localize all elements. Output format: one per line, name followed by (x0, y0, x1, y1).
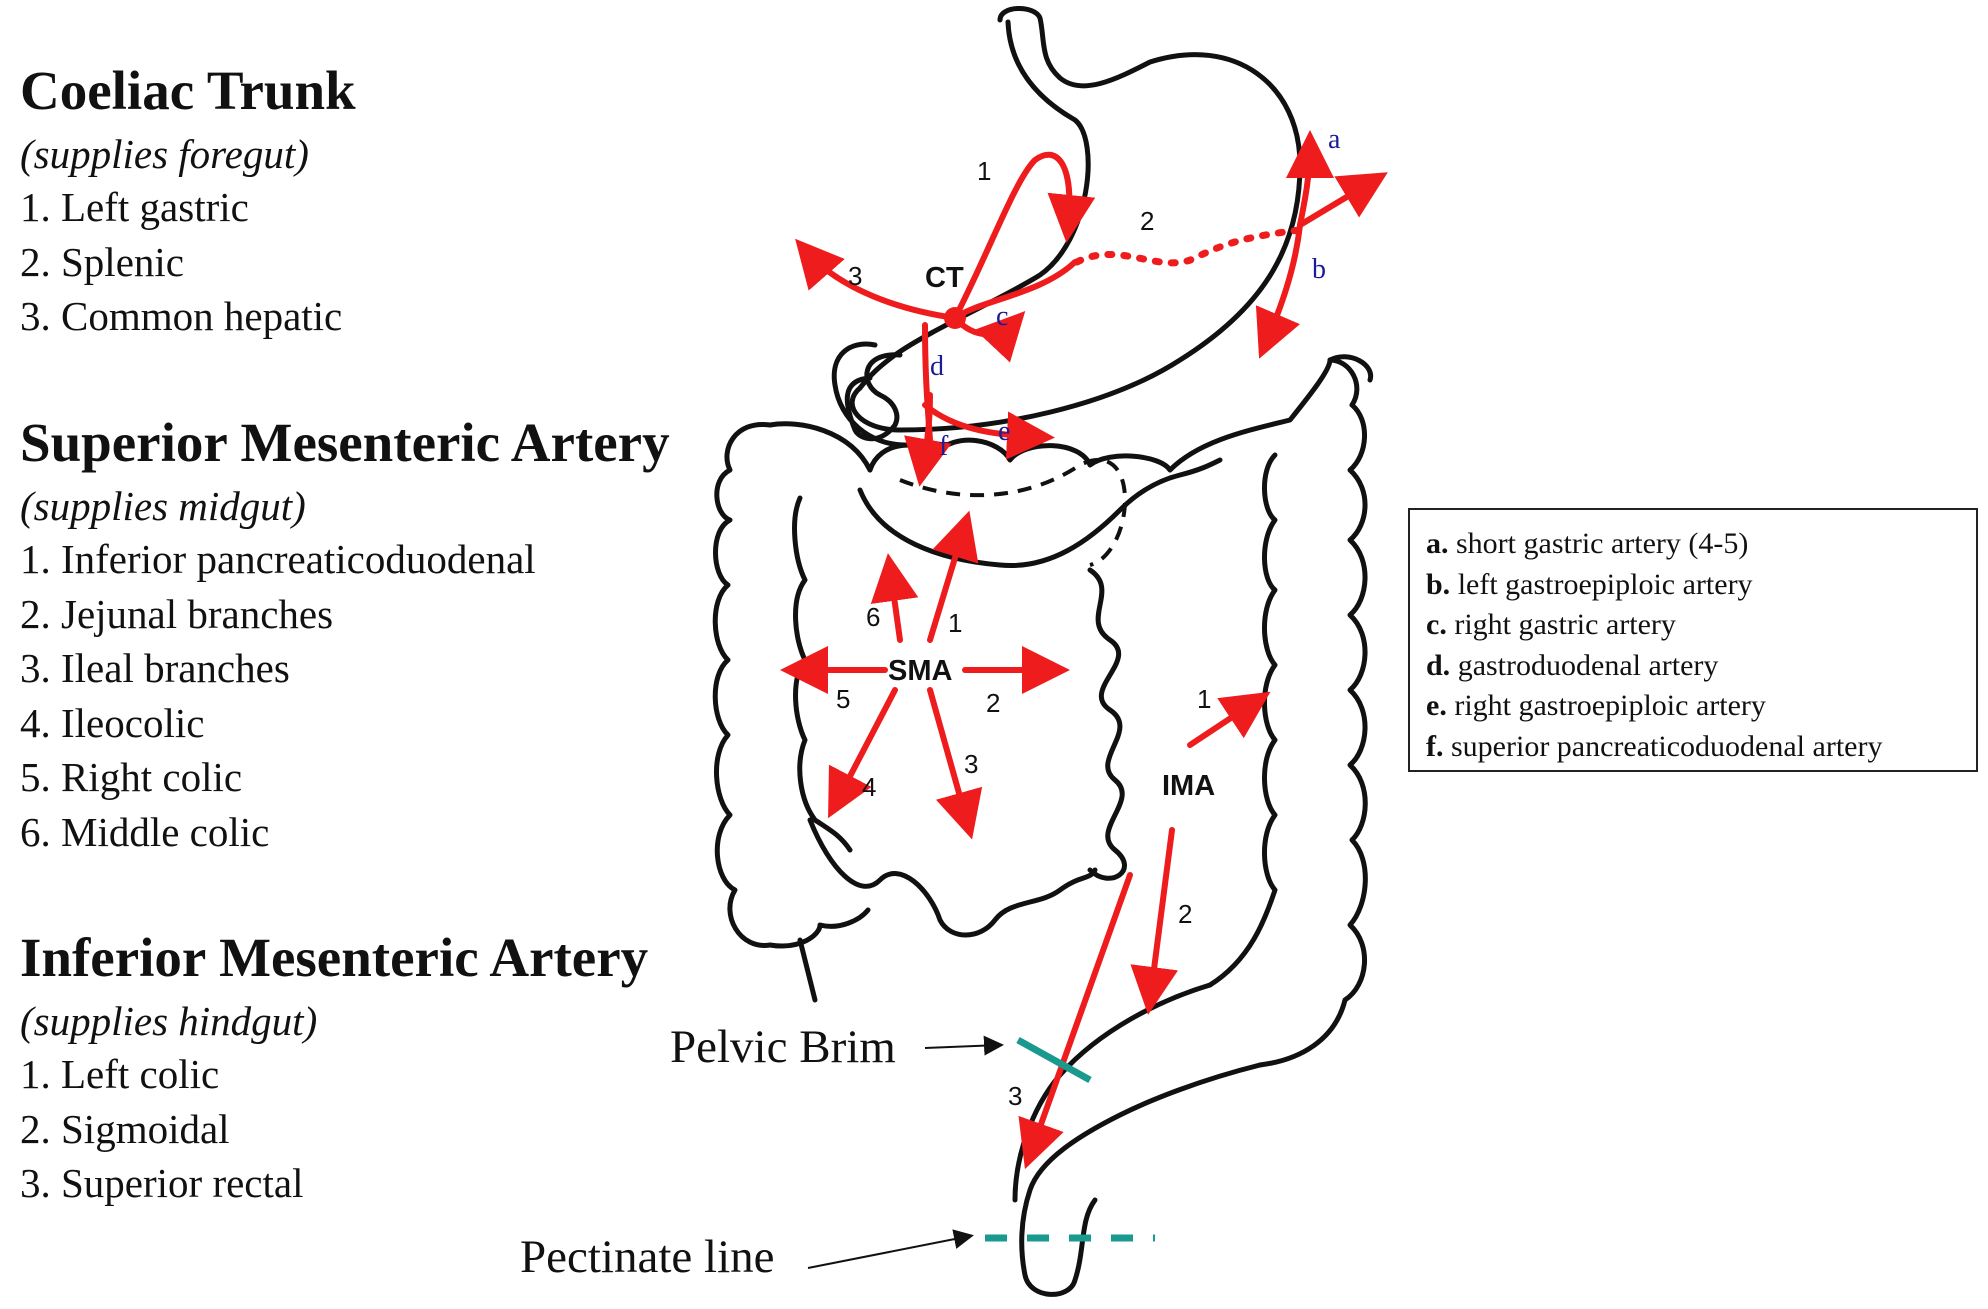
ct-number-1: 1 (977, 156, 992, 186)
letter-c: c (996, 301, 1009, 332)
descending-colon-inner (1210, 455, 1275, 985)
pancreas-dashed-outline (900, 460, 1125, 565)
ct-number-3: 3 (848, 261, 863, 291)
legend-text: right gastric artery (1454, 608, 1676, 641)
sma-number-1: 1 (948, 608, 963, 638)
pectinate-line-pointer (808, 1236, 970, 1268)
list-item: 2. Jejunal branches (20, 590, 334, 637)
sma-middle-colic-artery (890, 568, 900, 640)
legend-key: c. (1426, 608, 1447, 641)
sma-title: Superior Mesenteric Artery (20, 412, 670, 473)
list-item: 2. Splenic (20, 238, 184, 285)
list-item: 1. Left gastric (20, 184, 249, 230)
legend-key: e. (1426, 689, 1447, 722)
list-item: 6. Middle colic (20, 808, 270, 855)
letter-e: e (998, 416, 1011, 447)
pectinate-line-label: Pectinate line (520, 1231, 775, 1283)
legend-key: d. (1426, 648, 1451, 682)
legend-text: superior pancreaticoduodenal artery (1451, 729, 1883, 763)
coeliac-trunk-subtitle: (supplies foregut) (20, 131, 309, 177)
ima-sigmoidal-artery (1150, 830, 1172, 1000)
coeliac-trunk-dot (944, 307, 966, 329)
ileum-outline (810, 820, 1095, 935)
appendix-outline (800, 940, 815, 1000)
ima-subtitle: (supplies hindgut) (20, 998, 318, 1044)
ima-number-1: 1 (1197, 684, 1212, 714)
list-item: 2. Sigmoidal (20, 1105, 230, 1152)
sma-number-6: 6 (866, 602, 881, 632)
left-gastroepiploic-artery (1265, 225, 1300, 345)
sma-number-4: 4 (862, 772, 877, 802)
pelvic-brim-marker (1018, 1040, 1090, 1080)
sma-label: SMA (888, 655, 953, 687)
ima-superior-rectal-artery (1030, 875, 1130, 1155)
legend-key: f. (1426, 729, 1444, 763)
legend-key: b. (1426, 567, 1451, 601)
coeliac-trunk-title: Coeliac Trunk (20, 60, 356, 121)
sma-ileal-artery (930, 690, 968, 825)
pelvic-brim-label: Pelvic Brim (670, 1021, 896, 1073)
legend-text: right gastroepiploic artery (1454, 689, 1766, 722)
letter-a: a (1328, 124, 1341, 155)
ima-label: IMA (1162, 770, 1216, 802)
legend-text: short gastric artery (4-5) (1456, 527, 1749, 560)
sigmoid-colon-outline (1022, 1065, 1260, 1294)
list-item: 3. Superior rectal (20, 1160, 304, 1206)
legend-key: a. (1426, 527, 1449, 560)
list-item: 1. Inferior pancreaticoduodenal (20, 536, 536, 582)
letter-b: b (1312, 254, 1326, 285)
sma-number-3: 3 (964, 749, 979, 779)
transverse-colon-lower (860, 460, 1220, 566)
list-item: 1. Left colic (20, 1051, 220, 1097)
ima-number-2: 2 (1178, 899, 1193, 929)
list-item: 3. Common hepatic (20, 293, 343, 339)
jejunum-outline (1090, 570, 1125, 878)
ct-label: CT (925, 262, 964, 294)
sma-number-5: 5 (836, 684, 851, 714)
list-item: 4. Ileocolic (20, 699, 205, 746)
legend-text: left gastroepiploic artery (1457, 567, 1753, 601)
list-item: 5. Right colic (20, 754, 243, 800)
sma-subtitle: (supplies midgut) (20, 483, 306, 529)
letter-f: f (939, 431, 949, 462)
ima-title: Inferior Mesenteric Artery (20, 927, 649, 988)
sma-number-2: 2 (986, 688, 1001, 718)
short-gastric-artery-2 (1300, 180, 1375, 225)
descending-colon-outline (1260, 360, 1365, 1065)
ct-number-2: 2 (1140, 206, 1155, 236)
legend-text: gastroduodenal artery (1457, 648, 1719, 682)
splenic-artery-dotted (1077, 230, 1300, 263)
pelvic-brim-pointer (925, 1045, 1000, 1048)
list-item: 3. Ileal branches (20, 645, 290, 691)
letter-d: d (930, 351, 944, 382)
ima-number-3: 3 (1008, 1081, 1023, 1111)
